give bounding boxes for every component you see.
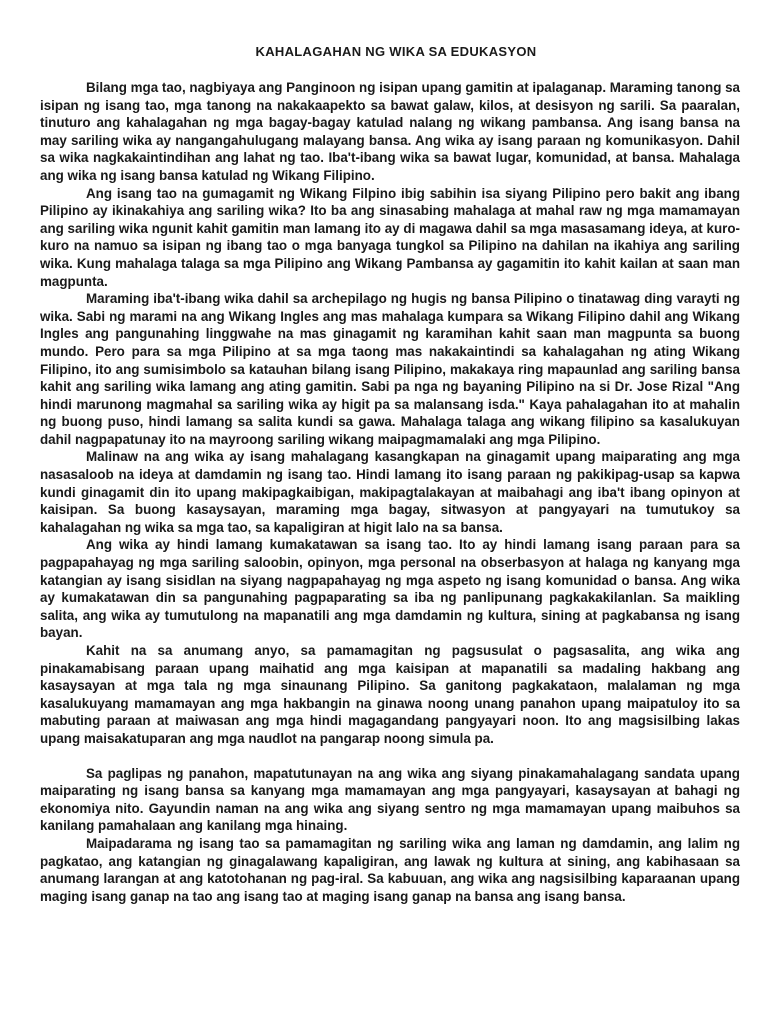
paragraph-6: Kahit na sa anumang anyo, sa pamamagitan ng pagsusulat o pagsasalita, ang wika ang pinakamabisang paraan upang maihatid ang mga kaisipan at mapanatili sa madaling hakbang ang kasaysayan at mga tala ng mga sinaunang Pilipino. Sa ganitong pagkakataon, malalaman ng mga kasalukuyang mamamayan ang mga hakbangin na ginawa noong unang panahon upang maipatuloy ito sa mabuting paraan at maiwasan ang mga hindi magagandang pangyayari noon. Ito ang magsisilbing lakas upang maisakatuparan ang mga naudlot na pangarap noong simula pa. [40, 643, 740, 746]
paragraph-8: Maipadarama ng isang tao sa pamamagitan ng sariling wika ang laman ng damdamin, ang lalim ng pagkatao, ang katangian ng ginagalawang kapaligiran, ang lawak ng kultura at sining, ang kabihasaan sa anumang larangan at ang katotohanan ng pag-iral. Sa kabuuan, ang wika ang nagsisilbing kaparaanan upang maging isang ganap na tao ang isang tao at maging isang ganap na bansa ang isang bansa. [40, 835, 740, 904]
paragraph-7: Sa paglipas ng panahon, mapatutunayan na ang wika ang siyang pinakamahalagang sandata upang maiparating ng isang bansa sa kanyang mga mamamayan ang mga pangyayari, kasaysayan at bahagi ng ekonomiya nito. Gayundin naman na ang wika ang siyang sentro ng mga mamamayan upang maibuhos sa kanilang pamahalaan ang kanilang mga hinaing. [40, 765, 740, 834]
paragraph-3: Maraming iba't-ibang wika dahil sa archepilago ng hugis ng bansa Pilipino o tinatawag ding varayti ng wika. Sabi ng marami na ang Wikang Ingles ang mas mahalaga kumpara sa Wikang Filipino dahil ang Wikang Ingles ang pangunahing linggwahe na mas ginagamit ng karamihan kahit saan man magpunta sa buong mundo. Pero para sa mga Pilipino at sa mga taong mas nakakaintindi sa kahalagahan ng ating Wikang Filipino, ito ang sumisimbolo sa katauhan bilang isang Pilipino, makakaya ring mapaunlad ang sariling bansa kahit ang sariling wika lamang ang ating gamitin. Sabi pa nga ng bayaning Pilipino na si Dr. Jose Rizal "Ang hindi marunong magmahal sa sariling wika ay higit pa sa malansang isda." Kaya pahalagahan ito at mahalin ng buong puso, hindi lamang sa salita kundi sa gawa. Mahalaga talaga ang wikang filipino sa kasalukuyan dahil nagpapatunay ito na mayroong sariling wikang maipagmamalaki ang mga Pilipino. [40, 291, 740, 447]
paragraph-2: Ang isang tao na gumagamit ng Wikang Filpino ibig sabihin isa siyang Pilipino pero bakit ang ibang Pilipino ay ikinakahiya ang sariling wika? Ito ba ang sinasabing mahalaga at mahal raw ng mga mamamayan ang sariling wika ngunit kahit gamitin man lamang ito ay di magawa dahil sa mga masasamang ideya, at kuro-kuro na namuo sa isipan ng ibang tao o mga banyaga tungkol sa Pilipino na dahilan na ikahiya ang sariling wika. Kung mahalaga talaga sa mga Pilipino ang Wikang Pambansa ay gagamitin ito kahit kailan at saan man magpunta. [40, 185, 740, 289]
paragraph-5: Ang wika ay hindi lamang kumakatawan sa isang tao. Ito ay hindi lamang isang paraan para sa pagpapahayag ng mga sariling saloobin, opinyon, mga personal na obserbasyon at halaga ng kanyang mga katangian ay isang sisidlan na siyang nagpapahayag ng mga aspeto ng isang komunidad o bansa. Ang wika ay kumakatawan din sa pangunahing pagpaparating sa iba ng panlipunang pagkakakilanlan. Sa maikling salita, ang wika ay tumutulong na mapanatili ang mga damdamin ng kultura, sining at pagkabansa ng isang bayan. [40, 537, 740, 641]
paragraph-1: Bilang mga tao, nagbiyaya ang Panginoon ng isipan upang gamitin at ipalaganap. Maraming tanong sa isipan ng isang tao, mga tanong na nakakaapekto sa bawat galaw, kilos, at desisyon ng sarili. Sa paaralan, tinuturo ang kahalagahan ng mga bagay-bagay katulad nalang ng wikang pambansa. Ang isang bansa na may sariling wika ay nangangahulugang malayang bansa. Ang wika ay isang paraan ng komunikasyon. Dahil sa wika nagkakaintindihan ang lahat ng tao. Iba't-ibang wika sa bawat lugar, komunidad, at bansa. Mahalaga ang wika ng isang bansa katulad ng Wikang Filipino. [40, 80, 740, 183]
document-title: KAHALAGAHAN NG WIKA SA EDUKASYON [255, 44, 537, 59]
paragraph-4: Malinaw na ang wika ay isang mahalagang kasangkapan na ginagamit upang maiparating ang mga nasasaloob na ideya at damdamin ng isang tao. Hindi lamang ito isang paraan ng pakikipag-usap sa kapwa kundi ginagamit din ito upang makipagkaibigan, makipagtalakayan at maibahagi ang iba't ibang opinyon at kaisipan. Sa buong kasaysayan, maraming mga bagay, sitwasyon at pangyayari na tumutukoy sa kahalagahan ng wika sa mga tao, sa kapaligiran at higit lalo na sa bansa. [40, 449, 740, 535]
